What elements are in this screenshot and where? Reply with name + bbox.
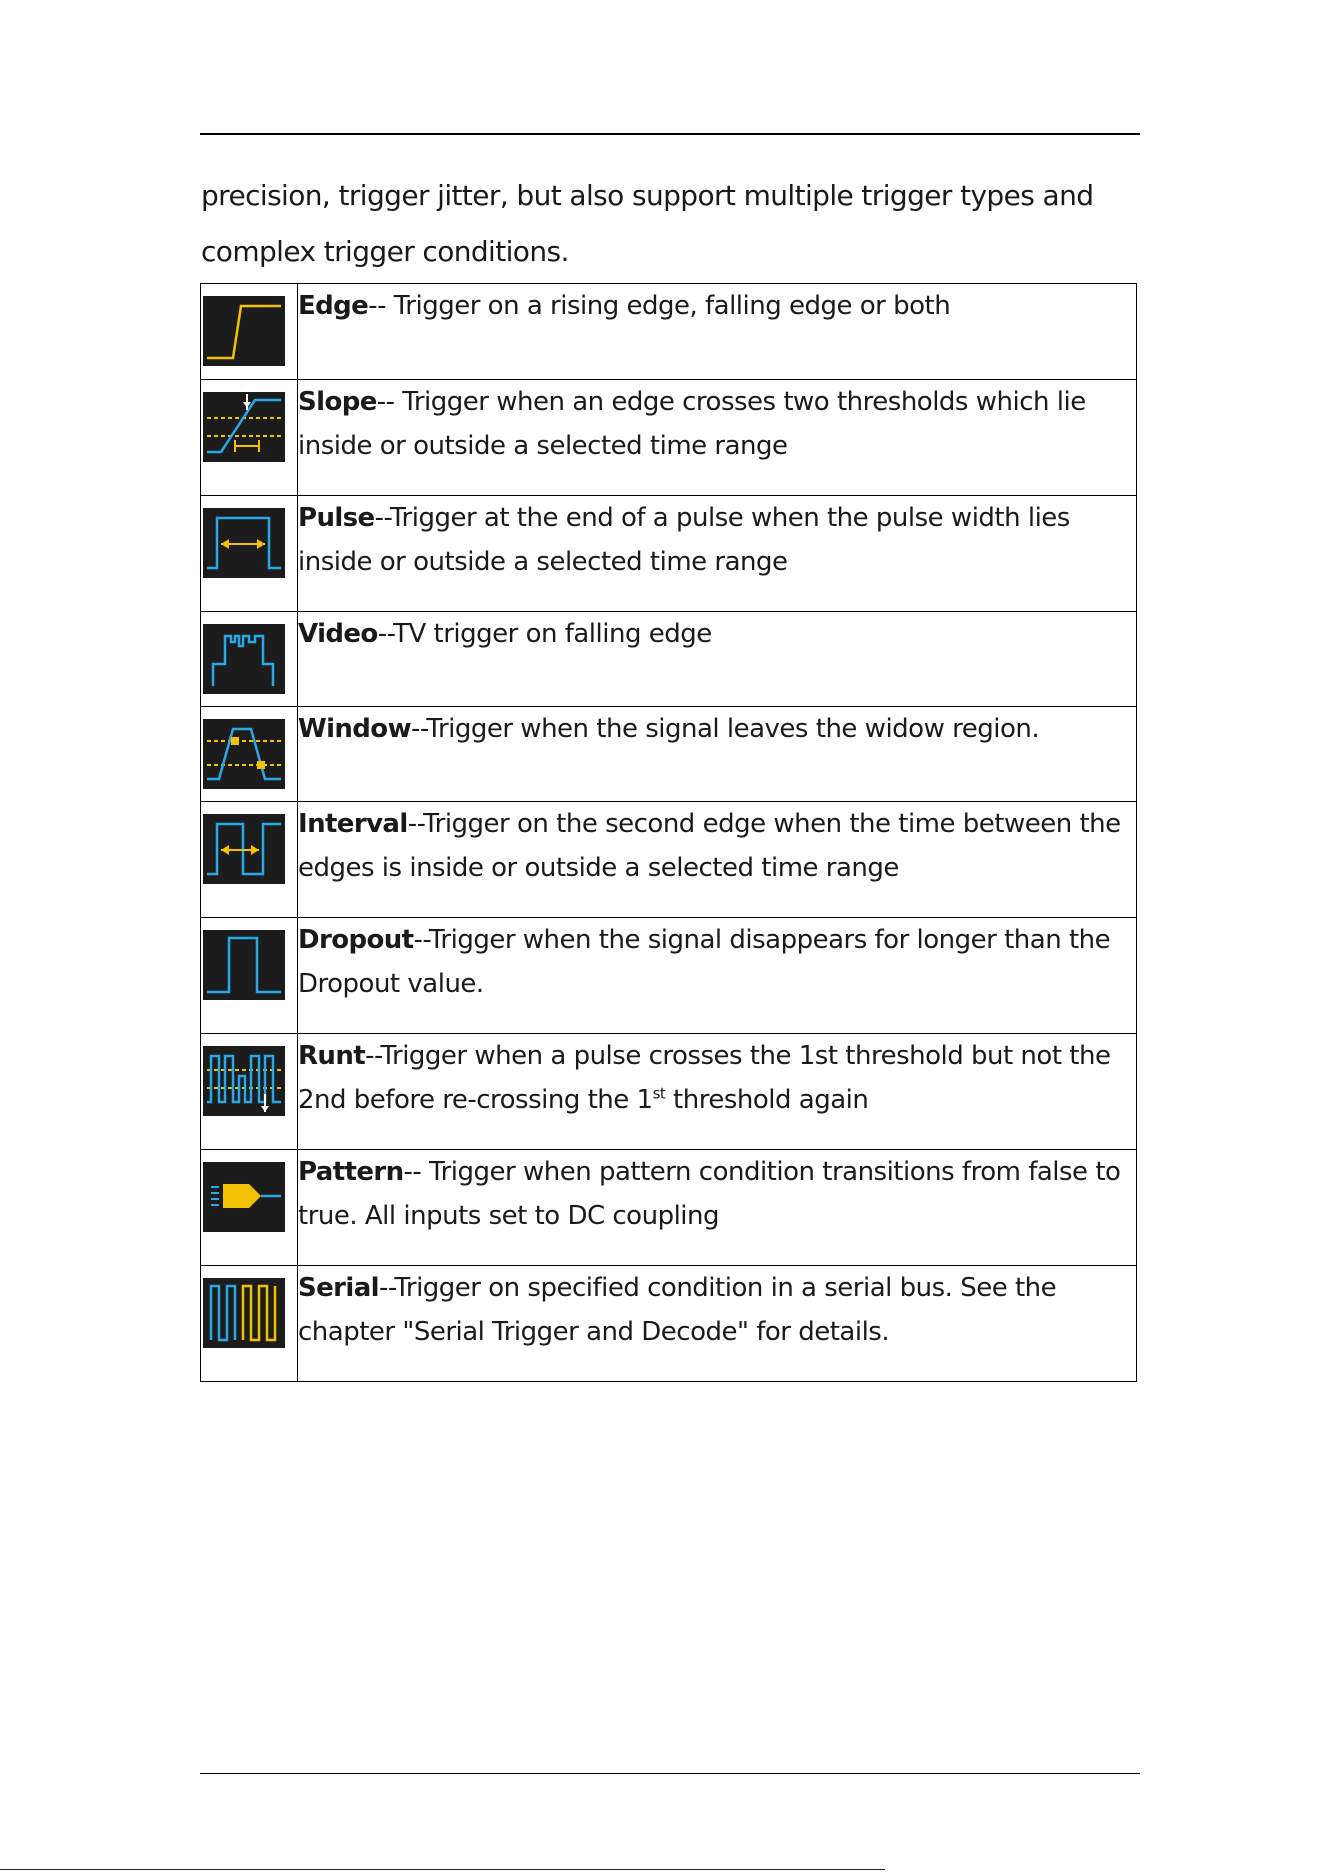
serial-icon xyxy=(203,1278,285,1348)
trigger-name: Dropout xyxy=(298,925,414,955)
trigger-name: Window xyxy=(298,714,411,744)
table-row xyxy=(201,707,1137,802)
trigger-name: Slope xyxy=(298,387,377,417)
trigger-name: Video xyxy=(298,619,378,649)
video-icon xyxy=(203,624,285,694)
pattern-icon xyxy=(203,1162,285,1232)
table-row xyxy=(201,496,1137,612)
intro-paragraph: precision, trigger jitter, but also support multiple trigger types and complex trigger conditions. xyxy=(201,179,1094,268)
trigger-description: --Trigger at the end of a pulse when the pulse width lies inside or outside a selected time range xyxy=(298,503,1070,577)
dropout-icon xyxy=(203,930,285,1000)
trigger-description: --Trigger when the signal disappears for longer than the Dropout value. xyxy=(298,925,1111,999)
trigger-name: Pulse xyxy=(298,503,375,533)
table-row xyxy=(201,1034,1137,1150)
table-row xyxy=(201,1266,1137,1382)
trigger-description: -- Trigger when an edge crosses two thresholds which lie inside or outside a selected time range xyxy=(298,387,1086,461)
trigger-description: --Trigger on specified condition in a serial bus. See the chapter "Serial Trigger and Decode" for details. xyxy=(298,1273,1057,1347)
runt-icon xyxy=(203,1046,285,1116)
window-icon xyxy=(203,719,285,789)
footer-rule xyxy=(200,1773,1140,1774)
table-row xyxy=(201,918,1137,1034)
slope-icon xyxy=(203,392,285,462)
trigger-description-end: threshold again xyxy=(665,1085,869,1115)
trigger-name: Runt xyxy=(298,1041,366,1071)
table-row xyxy=(201,1150,1137,1266)
table-row xyxy=(201,612,1137,707)
trigger-description: --TV trigger on falling edge xyxy=(377,619,712,649)
trigger-name: Interval xyxy=(298,809,408,839)
trigger-description: -- Trigger when pattern condition transitions from false to true. All inputs set to DC coupling xyxy=(298,1157,1121,1231)
trigger-description: --Trigger when the signal leaves the widow region. xyxy=(411,714,1040,744)
trigger-name: Pattern xyxy=(298,1157,404,1187)
page-edge-line xyxy=(0,1869,885,1870)
trigger-name: Edge xyxy=(298,291,369,321)
trigger-types-table xyxy=(200,283,1137,1382)
trigger-description: --Trigger when a pulse crosses the 1st threshold but not the 2nd before re-crossing the 1 xyxy=(298,1041,1111,1115)
trigger-name: Serial xyxy=(298,1273,379,1303)
pulse-icon xyxy=(203,508,285,578)
interval-icon xyxy=(203,814,285,884)
table-row xyxy=(201,380,1137,496)
edge-icon xyxy=(203,296,285,366)
table-row xyxy=(201,802,1137,918)
superscript: st xyxy=(652,1084,666,1103)
header-rule xyxy=(200,133,1140,135)
trigger-description: --Trigger on the second edge when the time between the edges is inside or outside a selected time range xyxy=(298,809,1121,883)
trigger-description: -- Trigger on a rising edge, falling edge or both xyxy=(368,291,951,321)
table-row xyxy=(201,284,1137,380)
